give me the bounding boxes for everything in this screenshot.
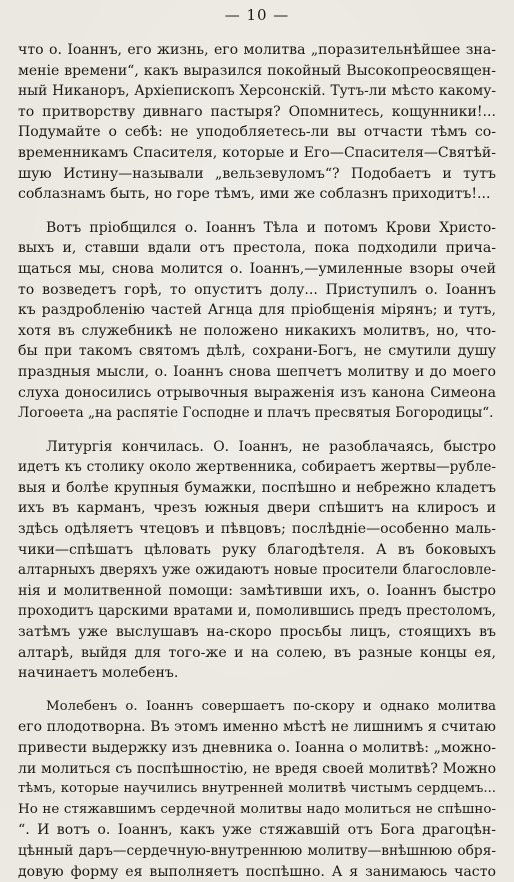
text-line: ихъ въ карманъ, чрезъ южныя двери спѣшитъ на клиросъ и [18, 500, 496, 517]
text-line: алтарѣ, выйдя для того-же и на солею, въ разные концы ея, [18, 644, 496, 661]
text-line: проходитъ царскими вратами и, помолившись предъ престоломъ, [18, 603, 496, 620]
text-line: нія и молитвенной помощи: замѣтивши ихъ, о. Іоаннъ быстро [18, 582, 496, 599]
text-line: ный Никаноръ, Архіепископъ Херсонскій. Тутъ-ли мѣсто какому- [18, 83, 496, 100]
paragraph-1 [18, 40, 496, 205]
text-line: тѣмъ, которые научились внутренней молитвѣ чистымъ сердцемъ... [18, 781, 496, 797]
text-line: выя и болѣе крупныя бумажки, поспѣшно и небрежно кладетъ [18, 479, 496, 496]
text-line: выхъ и, ставши вдали отъ престола, пока подходили прича- [18, 240, 496, 257]
text-line: бы при такомъ святомъ дѣлѣ, сохрани-Богъ, не смутили душу [18, 343, 496, 360]
text-line: Но не стяжавшимъ сердечной молитвы надо молиться не спѣшно- [18, 801, 496, 817]
text-line: ли молиться съ поспѣшностію, не вредя своей молитвѣ? Можно [18, 760, 496, 777]
text-line: къ раздробленію частей Агнца для пріобщенія мірянъ; и тутъ, [18, 302, 496, 319]
paragraph-3 [18, 437, 496, 684]
text-line: меніе времени“, какъ выразился покойный Высокопреосвящен- [18, 62, 496, 79]
text-line: цѣнный даръ—сердечную-внутреннюю молитву—внѣшнюю обря- [18, 842, 496, 859]
text-line: начинаетъ молебенъ. [18, 665, 179, 682]
text-line: Вотъ пріобщился о. Іоаннъ Тѣла и потомъ Крови Христо- [46, 219, 496, 236]
text-line: праздныя мысли, о. Іоаннъ снова шепчетъ молитву и до моего [18, 363, 496, 380]
text-line: “. И вотъ о. Іоаннъ, какъ уже стяжавшій отъ Бога драгоцѣн- [18, 822, 496, 839]
page-body [18, 40, 496, 882]
text-line: довую форму ея выполняетъ поспѣшно. А я занимаюсь часто [18, 863, 496, 880]
paragraph-2 [18, 218, 496, 424]
paragraph-4 [18, 697, 496, 882]
text-line: Логоѳета „на распятіе Господне и плачъ пресвятыя Богородицы“. [18, 405, 494, 422]
text-line: Литургія кончилась. О. Іоаннъ, не разоблачаясь, быстро [46, 438, 496, 455]
text-line: щаться мы, снова молится о. Іоаннъ,—умиленные взоры очей [18, 260, 496, 277]
text-line: привести выдержку изъ дневника о. Іоанна о молитвѣ: „можно- [18, 740, 496, 756]
text-line: затѣмъ уже выслушавъ на-скоро просьбы лицъ, стоящихъ въ [18, 624, 496, 641]
text-line: его плодотворна. Въ этомъ именно мѣстѣ не лишнимъ я считаю [18, 719, 496, 736]
text-line: идетъ къ столику около жертвенника, собираетъ жертвы—рубле- [18, 459, 496, 476]
text-line: чики—спѣшатъ цѣловать руку благодѣтеля. А въ боковыхъ [18, 541, 496, 558]
text-line: хотя въ служебникѣ не положено никакихъ молитвъ, но, что- [18, 322, 496, 339]
text-line: то притворству дивнаго пастыря? Опомнитесь, кощунники!... [18, 103, 496, 120]
text-line: слуха доносились отрывочныя выраженія изъ канона Симеона [18, 384, 496, 401]
text-line: шую Истину—называли „вельзевуломъ“? Подобаетъ и тутъ [18, 165, 496, 182]
text-line: алтарныхъ дверяхъ уже ожидаютъ новые просители благословле- [18, 562, 496, 579]
text-line: Подумайте о себѣ: не уподобляетесь-ли вы отчасти тѣмъ со- [18, 124, 496, 141]
text-line: временникамъ Спасителя, которые и Его—Спасителя—Святѣй- [18, 144, 496, 161]
text-line: то возведетъ горѣ, то опуститъ долу... Приступилъ о. Іоаннъ [18, 281, 496, 298]
text-line: здѣсь одѣляетъ чтецовъ и пѣвцовъ; послѣдніе—особенно маль- [18, 521, 496, 538]
page-number: — 10 — [224, 6, 290, 24]
text-line: что о. Іоаннъ, его жизнь, его молитва „поразительнѣйшее зна- [18, 42, 496, 58]
text-line: Молебенъ о. Іоаннъ совершаетъ по-скору и однако молитва [46, 698, 496, 714]
text-line: соблазнамъ быть, но горе тѣмъ, ими же соблазнъ приходитъ!... [18, 186, 491, 203]
